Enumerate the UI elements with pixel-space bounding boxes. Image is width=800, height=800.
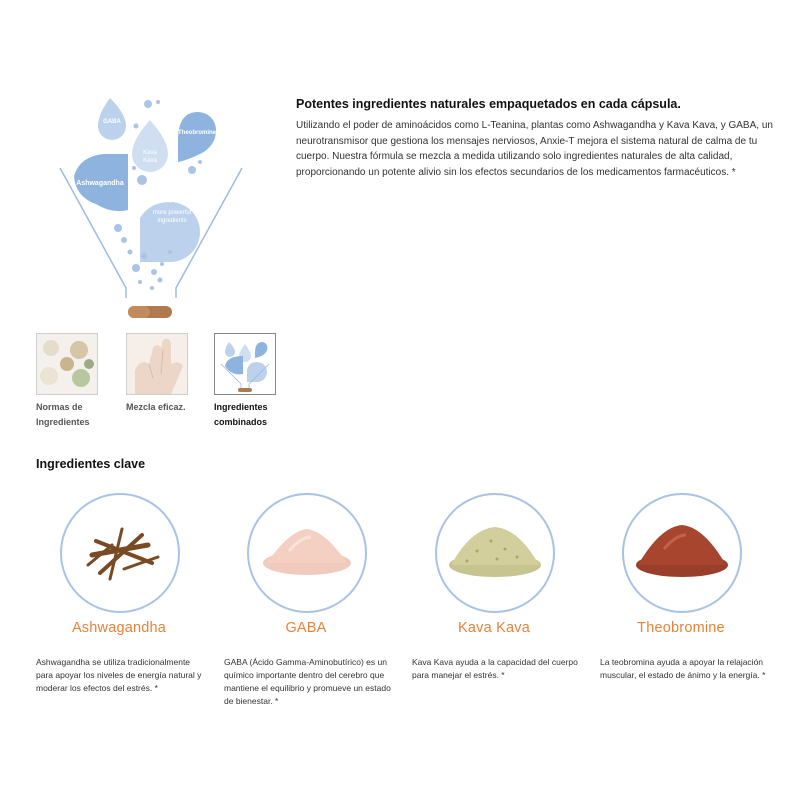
ingredient-desc-kava-kava: Kava Kava ayuda a la capacidad del cuerpo para manejar el estrés. * [412,657,578,680]
thumbnail-effective-mix[interactable] [126,333,188,395]
ingredient-photo-icon [37,334,97,394]
ingredient-name-ashwagandha: Ashwagandha [71,620,167,636]
hand-photo-icon [127,334,187,394]
svg-text:Kava: Kava [143,150,157,156]
key-ingredients-title: Ingredientes clave [36,457,146,471]
theobromine-image [622,493,742,613]
ingredient-desc-gaba: GABA (Ácido Gamma-Aminobutírico) es un químico importante dentro del cerebro que mantiene el equilibrio y promueve un estado de bienestar. * [224,657,391,706]
theobromine-powder-icon [624,495,740,611]
ingredient-name-kava-kava: Kava Kava [458,620,530,636]
theobromine-drop [178,112,217,162]
svg-text:Theobromine: Theobromine [177,130,217,136]
thumbnail-ingredient-standards[interactable] [36,333,98,395]
ingredient-desc-theobromine: La teobromina ayuda a apoyar la relajación muscular, el estado de ánimo y la energía. * [600,657,766,680]
mini-funnel-icon [215,334,275,394]
svg-text:ingredients: ingredients [157,218,187,224]
ashwagandha-drop [74,154,128,211]
kava-kava-image [435,493,555,613]
gaba-drop [98,98,126,140]
thumbnail-combined-ingredients[interactable] [214,333,276,395]
kava-powder-icon [437,495,553,611]
gaba-image [247,493,367,613]
gaba-powder-icon [249,495,365,611]
svg-text:more powerful: more powerful [152,210,192,216]
ingredients-funnel-graphic [52,92,252,324]
ashwagandha-image [60,493,180,613]
thumbnail-caption-effective-mix: Mezcla eficaz. [126,402,186,412]
svg-text:Ashwagandha: Ashwagandha [76,180,124,187]
capsule-icon [128,306,172,318]
ingredient-name-gaba: GABA [285,620,327,636]
svg-text:GABA: GABA [103,119,121,125]
thumbnail-caption-combined-ingredients: Ingredientes combinados [214,402,268,427]
ingredient-name-theobromine: Theobromine [637,620,725,636]
svg-text:+: + [166,195,174,207]
svg-text:Kava: Kava [143,158,157,164]
ingredient-desc-ashwagandha: Ashwagandha se utiliza tradicionalmente para apoyar los niveles de energía natural y moderar los efectos del estrés. * [36,657,202,693]
ashwagandha-root-icon [62,495,178,611]
thumbnail-caption-ingredient-standards: Normas de Ingredientes [36,402,90,427]
intro-headline: Potentes ingredientes naturales empaquetados en cada cápsula. [296,97,681,111]
intro-body: Utilizando el poder de aminoácidos como L-Teanina, plantas como Ashwagandha y Kava Kava, y GABA, un neurotransmisor que gestiona los mensajes nerviosos, Anxie-T mejora el sistema natural de calma de tu cuerpo. Nuestra fórmula se mezcla a medida utilizando solo ingredientes naturales de alta calidad, proporcionando un potente alivio sin los efectos secundarios de los medicamentos farmacéuticos. * [296,120,773,178]
